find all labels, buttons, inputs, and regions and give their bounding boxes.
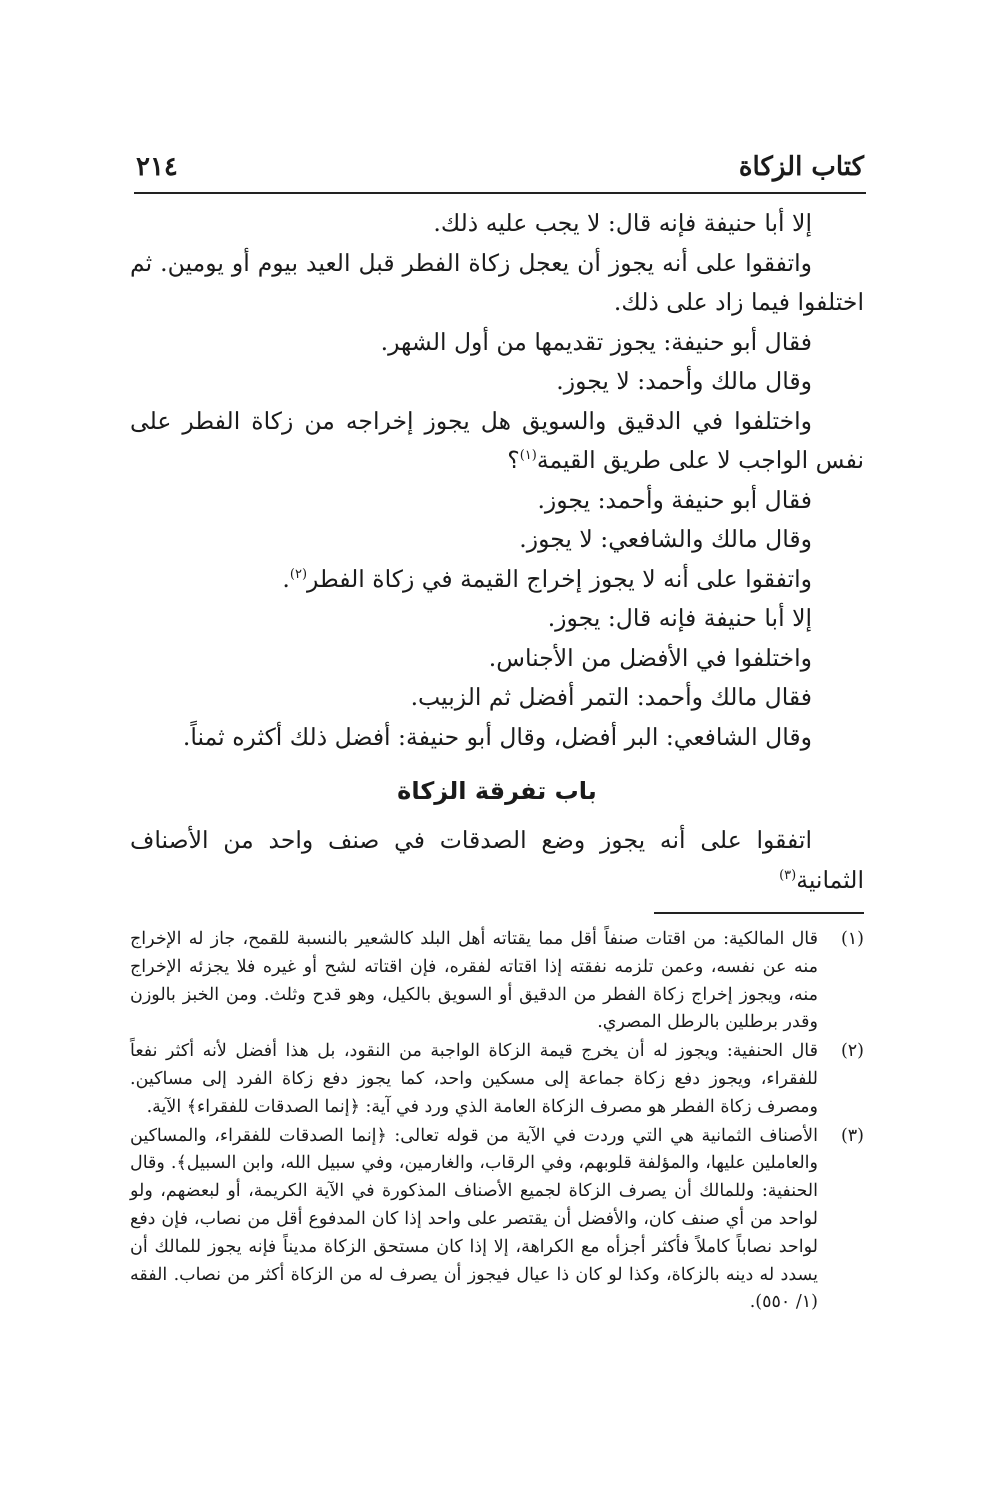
footnote-number: (٢)	[840, 1041, 864, 1062]
paragraph	[130, 821, 864, 900]
page-header	[136, 152, 864, 188]
footnote-text: قال الحنفية: ويجوز له أن يخرج قيمة الزكاة الواجبة من النقود، بل هذا أفضل لأنه أكثر نفعاً للفقراء، ويجوز دفع زكاة جماعة إلى مسكين واحد، كما يجوز دفع زكاة الفرد إلى مساكين. ومصرف زكاة الفطر هو مصرف الزكاة العامة الذي ورد في آية: ﴿إنما الصدقات للفقراء﴾ الآية.	[130, 1041, 818, 1117]
punctuation: ؟	[507, 446, 520, 474]
footnote-rule	[654, 912, 864, 914]
punctuation: .	[282, 564, 290, 593]
paragraph: وقال الشافعي: البر أفضل، وقال أبو حنيفة: أفضل ذلك أكثره ثمناً.	[182, 722, 812, 751]
paragraph: إلا أبا حنيفة فإنه قال: لا يجب عليه ذلك.	[433, 209, 812, 237]
footnote-ref: (٣)	[779, 867, 797, 883]
page-number: ٢١٤	[136, 152, 178, 182]
paragraph: إلا أبا حنيفة فإنه قال: يجوز.	[547, 604, 812, 632]
footnote-ref: (٢)	[289, 566, 308, 582]
paragraph-text: واتفقوا على أنه لا يجوز إخراج القيمة في زكاة الفطر	[307, 564, 812, 593]
footnote-number: (٣)	[840, 1125, 864, 1146]
paragraph: وقال مالك والشافعي: لا يجوز.	[519, 525, 812, 553]
footnotes	[130, 926, 864, 1318]
footnote-text: قال المالكية: من اقتات صنفاً أقل مما يقتاته أهل البلد كالشعير بالنسبة للقمح، جاز له الإخراج منه عن نفسه، وعمن تلزمه نفقته إذا اقتاته لفقره، فإن اقتاته لشح أو غيره فلا يجزئه الإخراج منه، ويجوز إخراج زكاة الفطر من الدقيق أو السويق بالكيل، وهو قدح وثلث. ومن الخبز بالوزن وقدر برطلين بالرطل المصري.	[130, 929, 818, 1033]
footnote	[130, 926, 864, 1037]
footnote	[130, 1038, 864, 1121]
chapter-title: كتاب الزكاة	[738, 152, 864, 182]
footnote-ref: (١)	[519, 448, 537, 464]
footnote	[130, 1123, 864, 1318]
section-heading: باب تفرقة الزكاة	[397, 777, 597, 805]
paragraph	[130, 560, 864, 600]
paragraph-text: اتفقوا على أنه يجوز وضع الصدقات في صنف واحد من الأصناف الثمانية	[130, 826, 864, 894]
main-text	[130, 204, 864, 900]
footnote-number: (١)	[840, 929, 864, 949]
paragraph: واختلفوا في الأفضل من الأجناس.	[488, 643, 812, 672]
paragraph	[130, 402, 864, 481]
paragraph: فقال مالك وأحمد: التمر أفضل ثم الزبيب.	[410, 683, 812, 711]
paragraph: واتفقوا على أنه يجوز أن يعجل زكاة الفطر قبل العيد بيوم أو يومين. ثم اختلفوا فيما زاد على ذلك.	[130, 248, 864, 316]
paragraph: وقال مالك وأحمد: لا يجوز.	[556, 367, 812, 395]
paragraph: فقال أبو حنيفة: يجوز تقديمها من أول الشهر.	[380, 327, 812, 356]
paragraph-text: واختلفوا في الدقيق والسويق هل يجوز إخراجه من زكاة الفطر على نفس الواجب لا على طريق القيمة	[130, 406, 864, 474]
paragraph: فقال أبو حنيفة وأحمد: يجوز.	[537, 485, 812, 514]
footnote-text: الأصناف الثمانية هي التي وردت في الآية من قوله تعالى: ﴿إنما الصدقات للفقراء، والمساكين والعاملين عليها، والمؤلفة قلوبهم، وفي الرقاب، والغارمين، وفي سبيل الله، وابن السبيل﴾. وقال الحنفية: وللمالك أن يصرف الزكاة لجميع الأصناف المذكورة في الآية الكريمة، أو لبعضهم، ولو لواحد من أي صنف كان، والأفضل أن يقتصر على واحد إذا كان المدفوع أقل من نصاب، فإن دفع لواحد نصاباً كاملاً فأكثر أجزأه مع الكراهة، إلا إذا كان مستحق الزكاة مديناً فإنه يجوز للمالك أن يسدد له دينه بالزكاة، وكذا لو كان ذا عيال فيجوز أن يصرف له من الزكاة أكثر من نصاب. الفقه (١/ ٥٥٠).	[130, 1125, 818, 1313]
header-rule	[134, 192, 866, 194]
